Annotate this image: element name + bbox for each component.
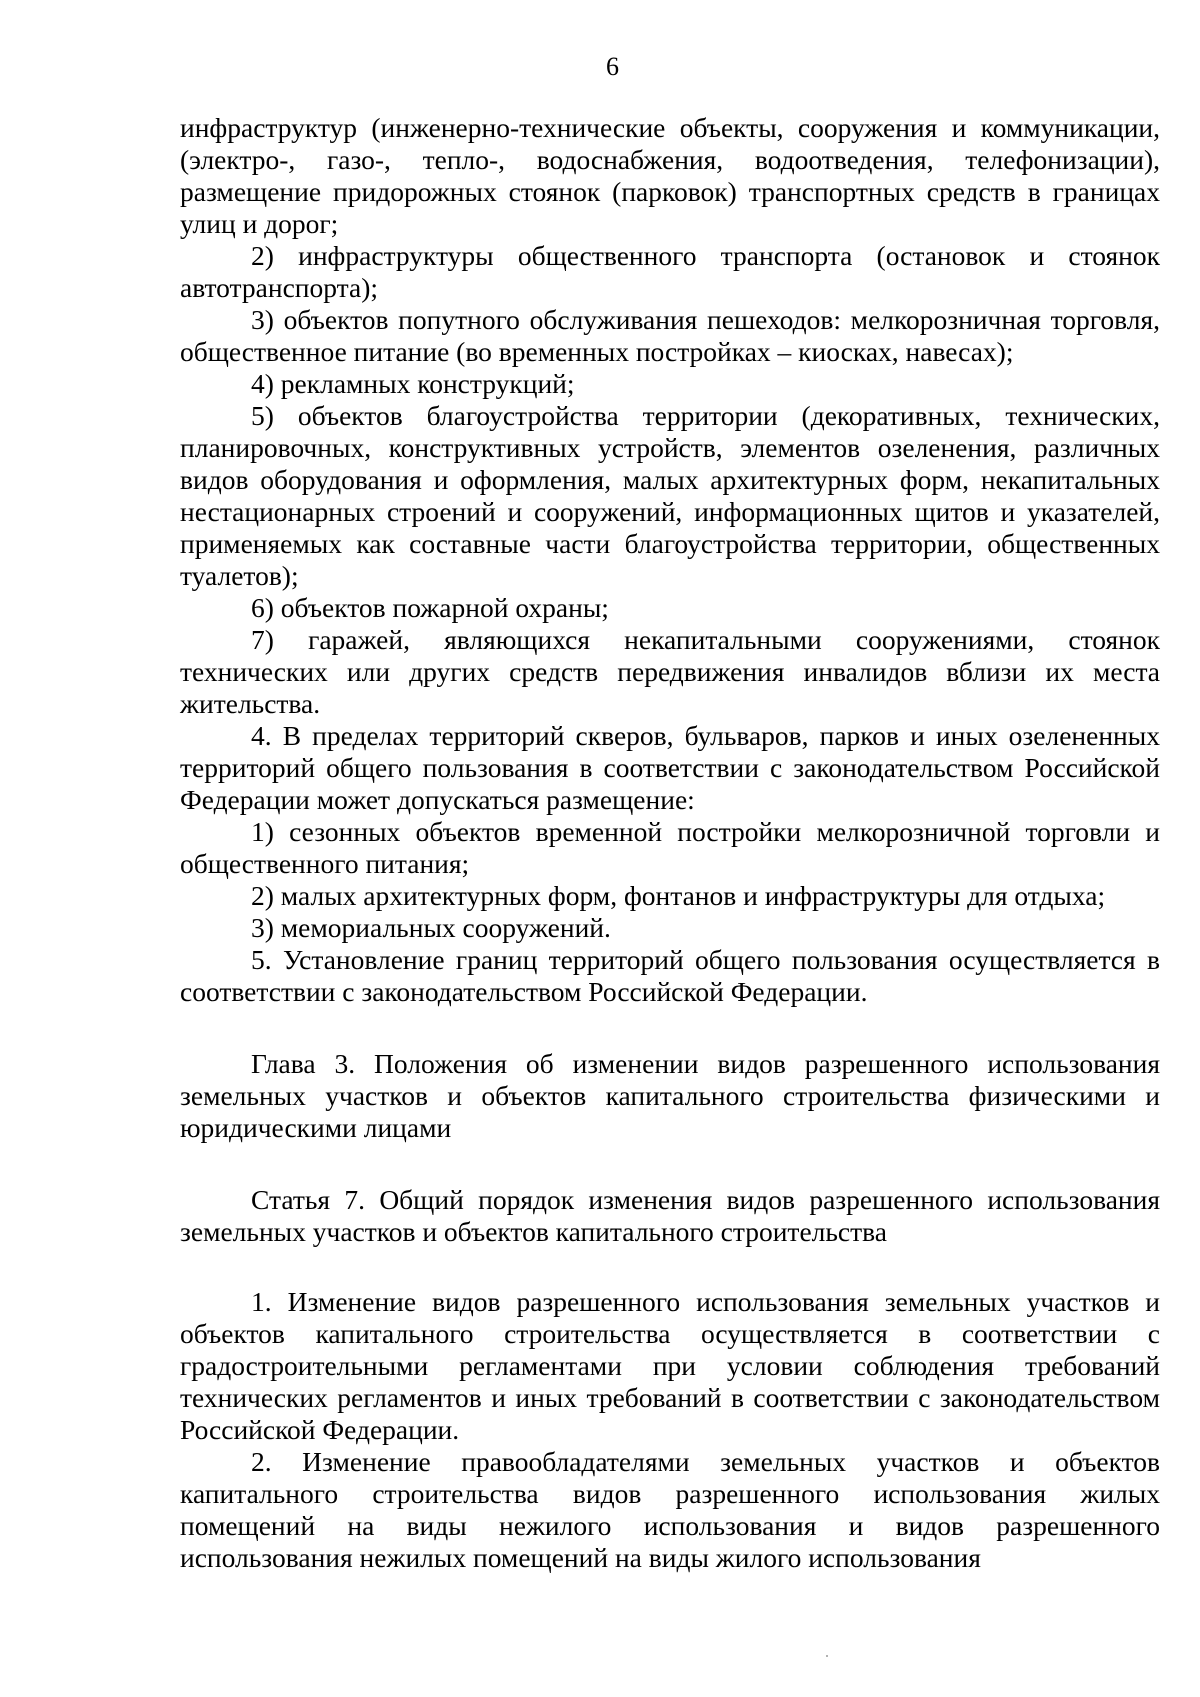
section-spacer: [180, 1144, 1160, 1184]
paragraph-infrastructure-continued: инфраструктур (инженерно-технические объекты, сооружения и коммуникации, (электро-, газо-, тепло-, водоснабжения, водоотведения, телефонизации), размещение придорожных стоянок (парковок) транспортных средств в границах улиц и дорог;: [180, 112, 1160, 239]
list-item-7-garages: 7) гаражей, являющихся некапитальными сооружениями, стоянок технических или других средств передвижения инвалидов вблизи их места жительства.: [180, 624, 1160, 719]
section-spacer: [180, 1008, 1160, 1048]
section-spacer: [180, 1248, 1160, 1286]
article-7-paragraph-1: 1. Изменение видов разрешенного использования земельных участков и объектов капитального строительства осуществляется в соответствии с градостроительными регламентами при условии соблюдения требований технических регламентов и иных требований в соответствии с законодательством Российской Федерации.: [180, 1286, 1160, 1445]
scan-speck: [826, 1655, 828, 1657]
page-number: 6: [606, 52, 619, 81]
list-item-3-memorials: 3) мемориальных сооружений.: [251, 912, 611, 943]
paragraph-4-green-territories: 4. В пределах территорий скверов, бульваров, парков и иных озелененных территорий общего пользования в соответствии с законодательством Российской Федерации может допускаться размещение:: [180, 720, 1160, 815]
article-7-paragraph-2: 2. Изменение правообладателями земельных участков и объектов капитального строительства видов разрешенного использования жилых помещений на виды нежилого использования и видов разрешенного использования нежилых помещений на виды жилого использования: [180, 1446, 1160, 1573]
list-item-2-transport: 2) инфраструктуры общественного транспорта (остановок и стоянок автотранспорта);: [180, 240, 1160, 303]
list-item-6-fire-protection: 6) объектов пожарной охраны;: [251, 592, 609, 623]
chapter-3-heading: Глава 3. Положения об изменении видов разрешенного использования земельных участков и объектов капитального строительства физическими и юридическими лицами: [180, 1048, 1160, 1143]
list-item-3-pedestrian-service: 3) объектов попутного обслуживания пешеходов: мелкорозничная торговля, общественное питание (во временных постройках – киосках, навесах);: [180, 304, 1160, 367]
article-7-heading: Статья 7. Общий порядок изменения видов разрешенного использования земельных участков и объектов капитального строительства: [180, 1184, 1160, 1247]
list-item-2-small-forms: 2) малых архитектурных форм, фонтанов и инфраструктуры для отдыха;: [251, 880, 1106, 911]
document-body: [180, 112, 1160, 1574]
list-item-5-landscaping: 5) объектов благоустройства территории (декоративных, технических, планировочных, конструктивных устройств, элементов озеленения, различных видов оборудования и оформления, малых архитектурных форм, некапитальных нестационарных строений и сооружений, информационных щитов и указателей, применяемых как составные части благоустройства территории, общественных туалетов);: [180, 400, 1160, 591]
paragraph-5-boundaries: 5. Установление границ территорий общего пользования осуществляется в соответствии с законодательством Российской Федерации.: [180, 944, 1160, 1007]
list-item-1-seasonal-objects: 1) сезонных объектов временной постройки мелкорозничной торговли и общественного питания;: [180, 816, 1160, 879]
list-item-4-advertising: 4) рекламных конструкций;: [251, 368, 575, 399]
